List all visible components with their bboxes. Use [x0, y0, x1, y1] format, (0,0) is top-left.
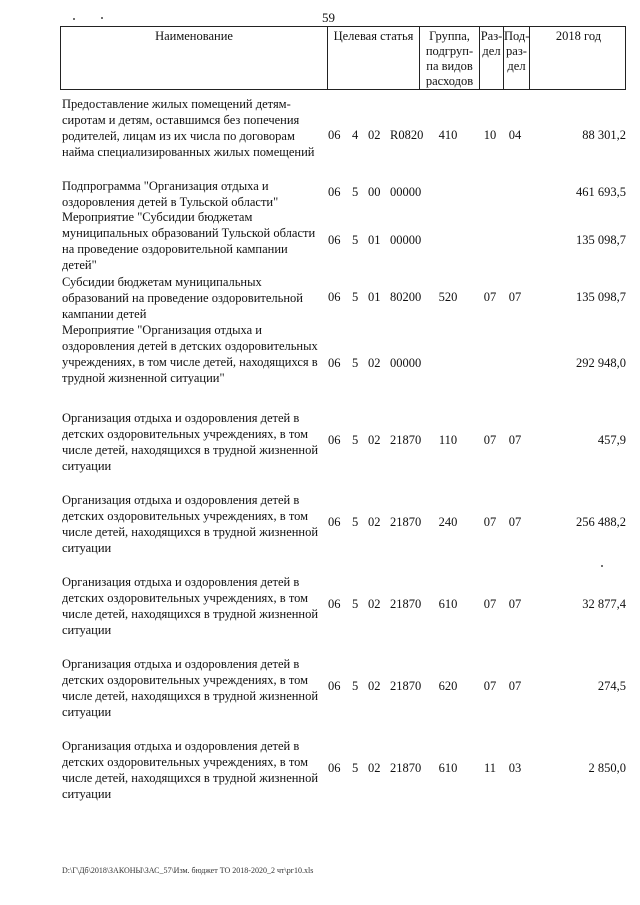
- row-code-subprogram: 5: [352, 185, 359, 199]
- table-row: [60, 410, 626, 474]
- row-code-event: 00: [368, 185, 381, 199]
- header-name: Наименование: [155, 29, 233, 43]
- row-name: Организация отдыха и оздоровления детей в детских оздоровительных учреждениях, в том числе детей, находящихся в трудной жизненной ситуации: [62, 657, 319, 719]
- row-code-event: 02: [368, 597, 381, 611]
- row-group: 410: [438, 128, 458, 142]
- row-code-event: 02: [368, 356, 381, 370]
- row-code-direction: 21870: [390, 433, 422, 447]
- row-subsection: 07: [508, 290, 522, 304]
- row-group: 110: [438, 433, 458, 447]
- row-name: Подпрограмма "Организация отдыха и оздоровления детей в Тульской области": [62, 179, 279, 209]
- row-code-event: 02: [368, 679, 381, 693]
- row-code-program: 06: [328, 128, 341, 142]
- row-subsection: 07: [508, 597, 522, 611]
- row-code-direction: 80200: [390, 290, 422, 304]
- row-subsection: 07: [508, 515, 522, 529]
- row-amount: 135 098,7: [576, 290, 626, 304]
- row-amount: 256 488,2: [576, 515, 626, 529]
- row-section: 10: [483, 128, 497, 142]
- row-code-subprogram: 4: [352, 128, 359, 142]
- table-row: [60, 322, 626, 404]
- scan-speck: [73, 18, 75, 20]
- row-code-program: 06: [328, 290, 341, 304]
- row-code-direction: 21870: [390, 597, 422, 611]
- row-name: Предоставление жилых помещений детям-сиротам и детям, оставшимся без попечения родителей, лицам из их числа по договорам найма специализированных жилых помещений: [62, 97, 315, 159]
- scan-speck: [101, 17, 103, 19]
- page-number: 59: [322, 10, 335, 25]
- scan-speck: [601, 565, 603, 567]
- row-code-program: 06: [328, 761, 341, 775]
- row-section: 07: [483, 597, 497, 611]
- row-amount: 135 098,7: [576, 233, 626, 247]
- header-expense-group: Группа, подгруп-па видов расходов: [419, 27, 479, 89]
- table-row: [60, 492, 626, 556]
- row-amount: 32 877,4: [582, 597, 626, 611]
- row-code-direction: 00000: [390, 185, 422, 199]
- row-code-subprogram: 5: [352, 290, 359, 304]
- row-group: 610: [438, 761, 458, 775]
- row-name: Организация отдыха и оздоровления детей в детских оздоровительных учреждениях, в том числе детей, находящихся в трудной жизненной ситуации: [62, 411, 319, 473]
- table-row: [60, 738, 626, 802]
- header-target-article: Целевая статья: [327, 27, 419, 89]
- row-code-program: 06: [328, 679, 341, 693]
- row-group: 620: [438, 679, 458, 693]
- row-code-subprogram: 5: [352, 597, 359, 611]
- row-section: 07: [483, 515, 497, 529]
- header-subsection: Под-раз-дел: [503, 27, 529, 89]
- row-code-program: 06: [328, 597, 341, 611]
- row-code-program: 06: [328, 233, 341, 247]
- row-name: Организация отдыха и оздоровления детей в детских оздоровительных учреждениях, в том числе детей, находящихся в трудной жизненной ситуации: [62, 493, 319, 555]
- table-row: [60, 178, 626, 210]
- row-amount: 88 301,2: [582, 128, 626, 142]
- row-group: 240: [438, 515, 458, 529]
- row-code-subprogram: 5: [352, 433, 359, 447]
- row-code-subprogram: 5: [352, 761, 359, 775]
- table-row: [60, 574, 626, 638]
- row-code-event: 02: [368, 433, 381, 447]
- row-amount: 461 693,5: [576, 185, 626, 199]
- row-section: 11: [483, 761, 497, 775]
- row-code-program: 06: [328, 185, 341, 199]
- row-code-event: 02: [368, 128, 381, 142]
- row-code-subprogram: 5: [352, 233, 359, 247]
- table-header: [60, 26, 626, 90]
- row-code-direction: 21870: [390, 515, 422, 529]
- row-section: 07: [483, 290, 497, 304]
- row-code-subprogram: 5: [352, 356, 359, 370]
- row-name: Мероприятие "Организация отдыха и оздоровления детей в детских оздоровительных учреждениях, в том числе детей, находящихся в трудной жизненной ситуации": [62, 323, 318, 385]
- row-section: 07: [483, 679, 497, 693]
- row-code-event: 02: [368, 761, 381, 775]
- row-code-program: 06: [328, 433, 341, 447]
- row-code-direction: R0820: [390, 128, 424, 142]
- row-name: Организация отдыха и оздоровления детей в детских оздоровительных учреждениях, в том числе детей, находящихся в трудной жизненной ситуации: [62, 575, 319, 637]
- row-name: Мероприятие "Субсидии бюджетам муниципальных образований Тульской области на проведение оздоровительной кампании детей": [62, 210, 316, 272]
- row-code-program: 06: [328, 356, 341, 370]
- row-code-direction: 00000: [390, 233, 422, 247]
- row-code-event: 01: [368, 233, 381, 247]
- row-code-subprogram: 5: [352, 679, 359, 693]
- row-subsection: 03: [508, 761, 522, 775]
- row-amount: 274,5: [597, 679, 626, 693]
- table-row: [60, 656, 626, 720]
- row-code-event: 02: [368, 515, 381, 529]
- row-amount: 457,9: [597, 433, 626, 447]
- table-row: [60, 96, 626, 176]
- row-code-subprogram: 5: [352, 515, 359, 529]
- row-group: 520: [438, 290, 458, 304]
- table-row: [60, 274, 626, 322]
- row-name: Субсидии бюджетам муниципальных образований на проведение оздоровительной кампании детей: [62, 275, 303, 321]
- row-section: 07: [483, 433, 497, 447]
- row-subsection: 04: [508, 128, 522, 142]
- row-code-direction: 21870: [390, 761, 422, 775]
- row-amount: 2 850,0: [588, 761, 626, 775]
- header-section: Раз-дел: [479, 27, 503, 89]
- row-amount: 292 948,0: [576, 356, 626, 370]
- row-name: Организация отдыха и оздоровления детей в детских оздоровительных учреждениях, в том числе детей, находящихся в трудной жизненной ситуации: [62, 739, 319, 801]
- row-subsection: 07: [508, 433, 522, 447]
- file-path-footer: D:\Г\Дб\2018\ЗАКОНЫ\ЗАС_57\Изм. бюджет ТО 2018-2020_2 чт\рг10.xls: [62, 866, 314, 875]
- header-year: 2018 год: [529, 27, 627, 89]
- table-row: [60, 209, 626, 273]
- row-subsection: 07: [508, 679, 522, 693]
- row-code-direction: 00000: [390, 356, 422, 370]
- row-code-direction: 21870: [390, 679, 422, 693]
- row-group: 610: [438, 597, 458, 611]
- row-code-event: 01: [368, 290, 381, 304]
- row-code-program: 06: [328, 515, 341, 529]
